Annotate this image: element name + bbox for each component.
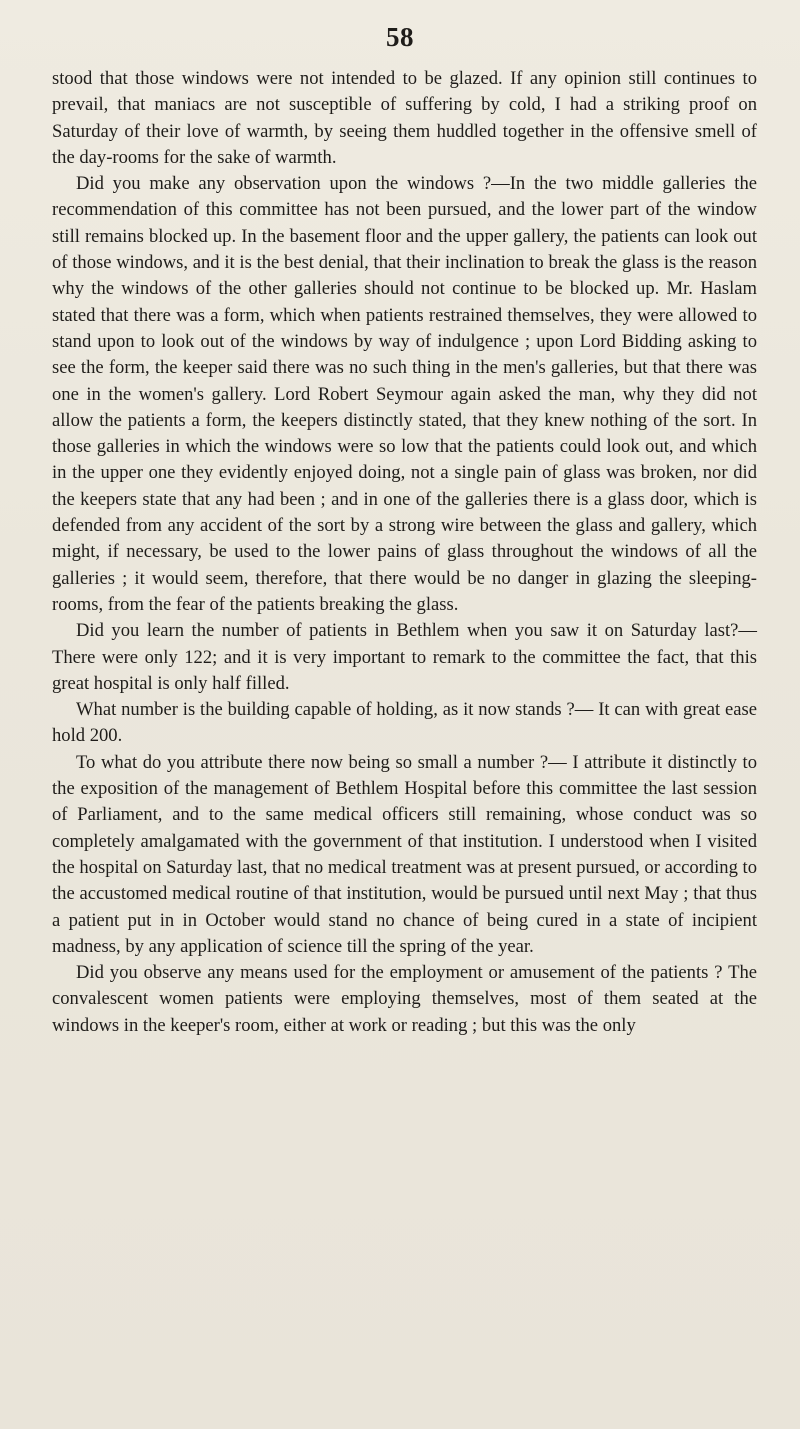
- page-number: 58: [386, 22, 414, 52]
- paragraph-3: Did you learn the number of patients in Bethlem when you saw it on Saturday last?—There were only 122; and it is very important to remark to the committee the fact, that this great hospital is only half filled.: [52, 620, 757, 694]
- paragraph-6: Did you observe any means used for the employment or amusement of the patients ? The convalescent women patients were employing themselves, most of them seated at the windows in the keeper's room, either at work or reading ; but this was the only: [52, 962, 757, 1036]
- paragraph-2: Did you make any observation upon the windows ?—In the two middle galleries the recommendation of this committee has not been pursued, and the lower part of the window still remains blocked up. In the basement floor and the upper gallery, the patients can look out of those windows, and it is the best denial, that their inclination to break the glass is the reason why the windows of the other galleries should not continue to be blocked up. Mr. Haslam stated that there was a form, which when patients restrained themselves, they were allowed to stand upon to look out of the windows by way of indulgence ; upon Lord Bidding asking to see the form, the keeper said there was no such thing in the men's galleries, but that there was one in the women's gallery. Lord Robert Seymour again asked the man, why they did not allow the patients a form, the keepers distinctly stated, that they knew nothing of the sort. In those galleries in which the windows were so low that the patients could look out, and which in the upper one they evidently enjoyed doing, not a single pain of glass was broken, nor did the keepers state that any had been ; and in one of the galleries there is a glass door, which is defended from any accident of the sort by a strong wire between the glass and gallery, which might, if necessary, be used to the lower pains of glass throughout the windows of all the galleries ; it would seem, therefore, that there would be no danger in glazing the sleeping-rooms, from the fear of the patients breaking the glass.: [52, 173, 757, 615]
- body-text: [52, 66, 757, 1039]
- paragraph-1: stood that those windows were not intended to be glazed. If any opinion still continues to prevail, that maniacs are not susceptible of suffering by cold, I had a striking proof on Saturday of their love of warmth, by seeing them huddled together in the offensive smell of the day-rooms for the sake of warmth.: [52, 68, 757, 168]
- paragraph-4: What number is the building capable of holding, as it now stands ?— It can with great ease hold 200.: [52, 699, 757, 747]
- paragraph-5: To what do you attribute there now being so small a number ?— I attribute it distinctly to the exposition of the management of Bethlem Hospital before this committee the last session of Parliament, and to the same medical officers still remaining, whose conduct was so completely amalgamated with the government of that institution. I understood when I visited the hospital on Saturday last, that no medical treatment was at present pursued, or according to the accustomed medical routine of that institution, would be pursued until next May ; that thus a patient put in in October would stand no chance of being cured in a state of incipient madness, by any application of science till the spring of the year.: [52, 751, 757, 957]
